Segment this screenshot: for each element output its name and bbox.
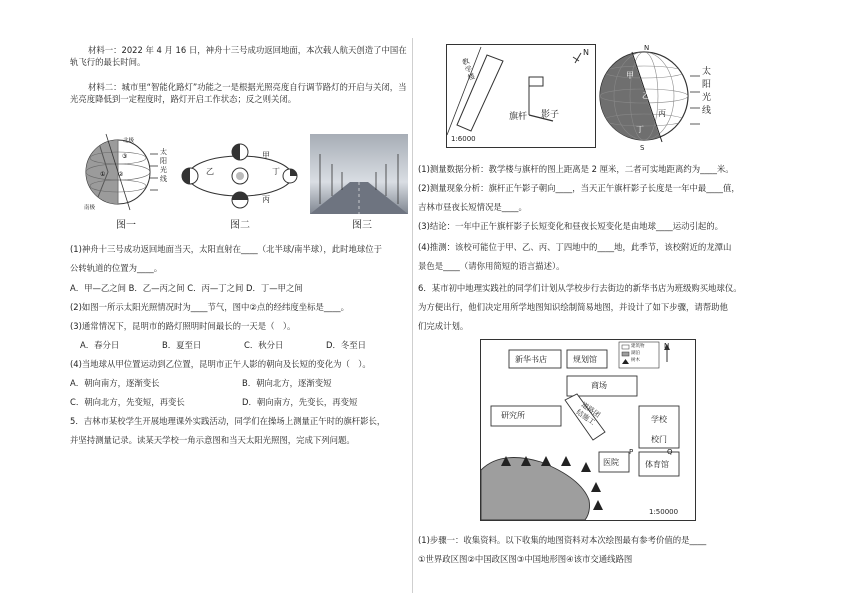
left-q2: (2)如图一所示太阳光照情况时为____节气，图中②点的经纬度坐标是____。 — [70, 302, 349, 312]
svg-text:①: ① — [100, 171, 106, 178]
map-planning-hall: 规划馆 — [573, 355, 597, 364]
sunlight-label: 太阳光线 — [160, 148, 167, 183]
globe-region-yi: 乙 — [642, 91, 650, 100]
right-q2-line2: 吉林市昼夜长短情况是____。 — [418, 202, 527, 212]
earth-ding — [283, 169, 297, 183]
map-north: N — [664, 342, 670, 350]
step1: (1)步骤一：收集资料。以下收集的地图资料对本次绘图最有参考价值的是____ — [418, 535, 707, 545]
globe-graphic — [596, 42, 716, 154]
earth-jia — [232, 144, 248, 160]
figure-1-caption: 图一 — [116, 220, 136, 231]
legend-tree: 树木 — [631, 358, 640, 363]
right-q4-line1: (4)推测：该校可能位于甲、乙、丙、丁四地中的____地，此季节，该校附近的龙潭山 — [418, 242, 732, 252]
left-q5-line1: 5．吉林市某校学生开展地理课外实践活动，同学们在操场上测量正午时的旗杆影长， — [70, 416, 386, 426]
street-lamp-photo — [310, 134, 408, 214]
globe-north: N — [644, 44, 650, 52]
flagpole-label: 旗杆 — [509, 112, 528, 122]
globe-sunlight-label: 太阳光线 — [702, 67, 712, 116]
left-q3: (3)通常情况下，昆明市的路灯照明时间最长的一天是（ ）。 — [70, 321, 296, 331]
building-label: 教学楼 — [461, 57, 476, 82]
globe-region-ding: 丁 — [636, 125, 644, 134]
north-pole-label: 北极 — [123, 138, 135, 144]
material-1: 材料一：2022 年 4 月 16 日，神舟十三号成功返回地面，本次载人航天创造了中国在轨飞行的最长时间。 — [70, 45, 407, 67]
globe-illumination — [596, 42, 716, 154]
q3-option-d: D．冬至日 — [326, 340, 366, 350]
earth-yi — [182, 168, 198, 184]
q3-option-c: C．秋分日 — [244, 340, 284, 350]
school-map-scale: 1:6000 — [451, 135, 476, 143]
legend-lake: 湖泊 — [631, 351, 640, 356]
map-point-p: P — [629, 448, 634, 456]
orbit-diagram — [178, 136, 298, 216]
left-q1-options: A．甲—乙之间 B．乙—丙之间 C．丙—丁之间 D．丁—甲之间 — [70, 283, 303, 293]
map-gym: 体育馆 — [645, 460, 669, 469]
q4-option-b: B．朝向北方，逐渐变短 — [242, 378, 332, 388]
city-map-graphic — [481, 340, 695, 520]
orbit-label-jia: 甲 — [262, 151, 270, 160]
globe-region-jia: 甲 — [626, 71, 634, 80]
globe-south: S — [640, 144, 645, 152]
figure-2-caption: 图二 — [230, 220, 250, 231]
map-road-construction: 道路团结施工 — [574, 400, 602, 427]
map-school: 学校 — [651, 415, 667, 424]
map-scale: 1:50000 — [649, 508, 679, 516]
left-q1-line1: (1)神舟十三号成功返回地面当天，太阳直射在____（北半球/南半球），此时地球位于 — [70, 244, 382, 254]
right-q1: (1)测量数据分析：教学楼与旗杆的图上距离是 2 厘米，二者可实地距离约为____米。 — [418, 164, 734, 174]
right-q6-line1: 6．某市初中地理实践社的同学们计划从学校步行去街边的新华书店为班级购买地球仪。 — [418, 283, 742, 293]
step1-options: ①世界政区图②中国政区图③中国地形图④该市交通线路图 — [418, 554, 633, 564]
street-lamp-graphic — [310, 134, 408, 214]
globe-region-bing: 丙 — [658, 109, 666, 118]
school-map-north: N — [583, 48, 589, 57]
q4-option-a: A．朝向南方，逐渐变长 — [70, 378, 160, 388]
city-map — [480, 339, 696, 521]
q4-option-d: D．朝向南方，先变长，再变短 — [242, 397, 358, 407]
right-q2-line1: (2)测量现象分析：旗杆正午影子朝向____，当天正午旗杆影子长度是一年中最____值， — [418, 183, 740, 193]
orbit-label-yi: 乙 — [206, 167, 214, 176]
figure-2 — [178, 136, 298, 216]
map-school-gate: 校门 — [651, 435, 667, 444]
q3-option-a: A．春分日 — [80, 340, 120, 350]
material-2: 材料二：城市里“智能化路灯”功能之一是根据光照亮度自行调节路灯的开启与关闭，当光亮度降低到一定程度时，路灯开启工作状态；反之则关闭。 — [70, 82, 407, 104]
earth-bing — [232, 192, 248, 208]
south-pole-label: 南极 — [84, 205, 96, 211]
right-q6-line2: 为方便出行，他们决定用所学地图知识绘制简易地图，并设计了如下步骤，请帮助他 — [418, 302, 728, 312]
svg-text:③: ③ — [122, 153, 128, 160]
orbit-label-bing: 丙 — [262, 195, 270, 204]
school-map — [446, 44, 596, 148]
q4-option-c: C．朝向北方，先变短，再变长 — [70, 397, 185, 407]
map-institute: 研究所 — [501, 411, 525, 420]
right-q6-line3: 们完成计划。 — [418, 321, 469, 331]
map-bookstore: 新华书店 — [515, 355, 547, 364]
right-q4-line2: 景色是____（请你用简短的语言描述）。 — [418, 261, 565, 271]
right-q3: (3)结论：一年中正午旗杆影子长短变化和昼夜长短变化是由地球____运动引起的。 — [418, 221, 723, 231]
left-q4: (4)当地球从甲位置运动到乙位置，昆明市正午人影的朝向及长短的变化为（ ）。 — [70, 359, 371, 369]
orbit-label-ding: 丁 — [272, 167, 280, 176]
figure-1 — [78, 132, 178, 214]
map-hospital: 医院 — [603, 458, 619, 467]
column-divider — [412, 38, 413, 593]
left-q5-line2: 并坚持测量记录。读某天学校一角示意图和当天太阳光照图，完成下列问题。 — [70, 435, 355, 445]
q3-option-b: B．夏至日 — [162, 340, 202, 350]
map-point-q: Q — [667, 448, 673, 456]
map-mall: 商场 — [591, 381, 607, 390]
figure-3-caption: 图三 — [352, 220, 372, 231]
legend-building: 建筑物 — [631, 344, 645, 349]
left-q1-line2: 公转轨道的位置为____。 — [70, 263, 163, 273]
shadow-label: 影子 — [541, 110, 560, 120]
svg-text:②: ② — [118, 171, 124, 178]
